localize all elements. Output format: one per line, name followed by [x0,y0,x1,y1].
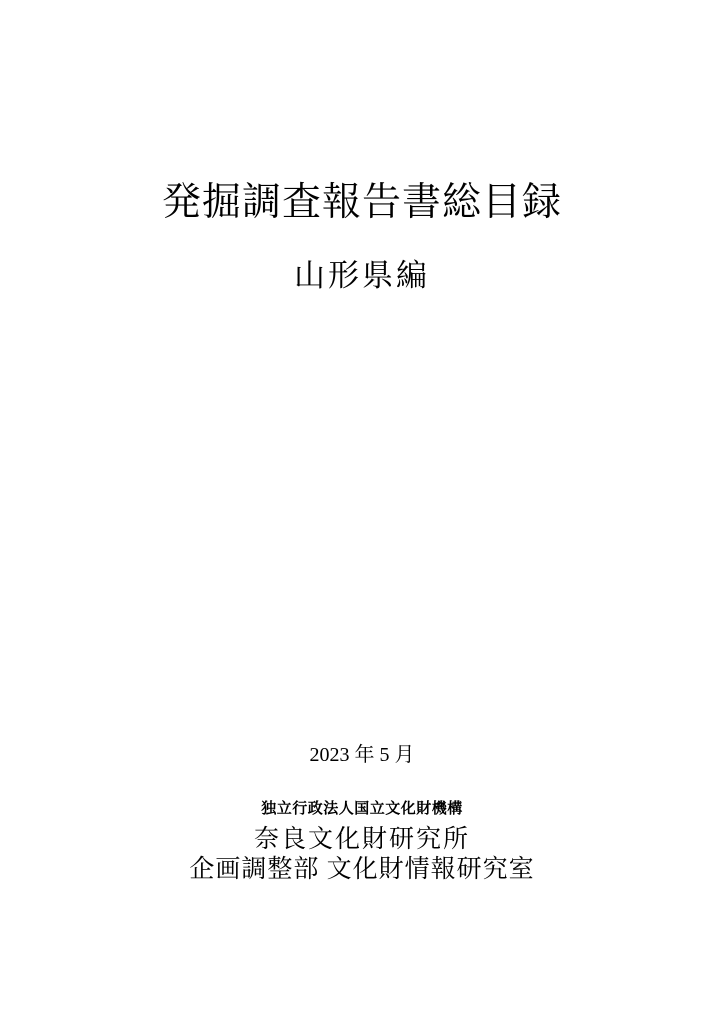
publisher-department: 企画調整部 文化財情報研究室 [189,856,535,883]
report-title: 発掘調査報告書総目録 [161,181,562,224]
report-subtitle: 山形県編 [294,258,430,293]
publication-date: 2023 年 5 月 [309,744,415,766]
publisher-institute: 奈良文化財研究所 [253,826,470,853]
publisher-organization: 独立行政法人国立文化財機構 [261,800,463,817]
